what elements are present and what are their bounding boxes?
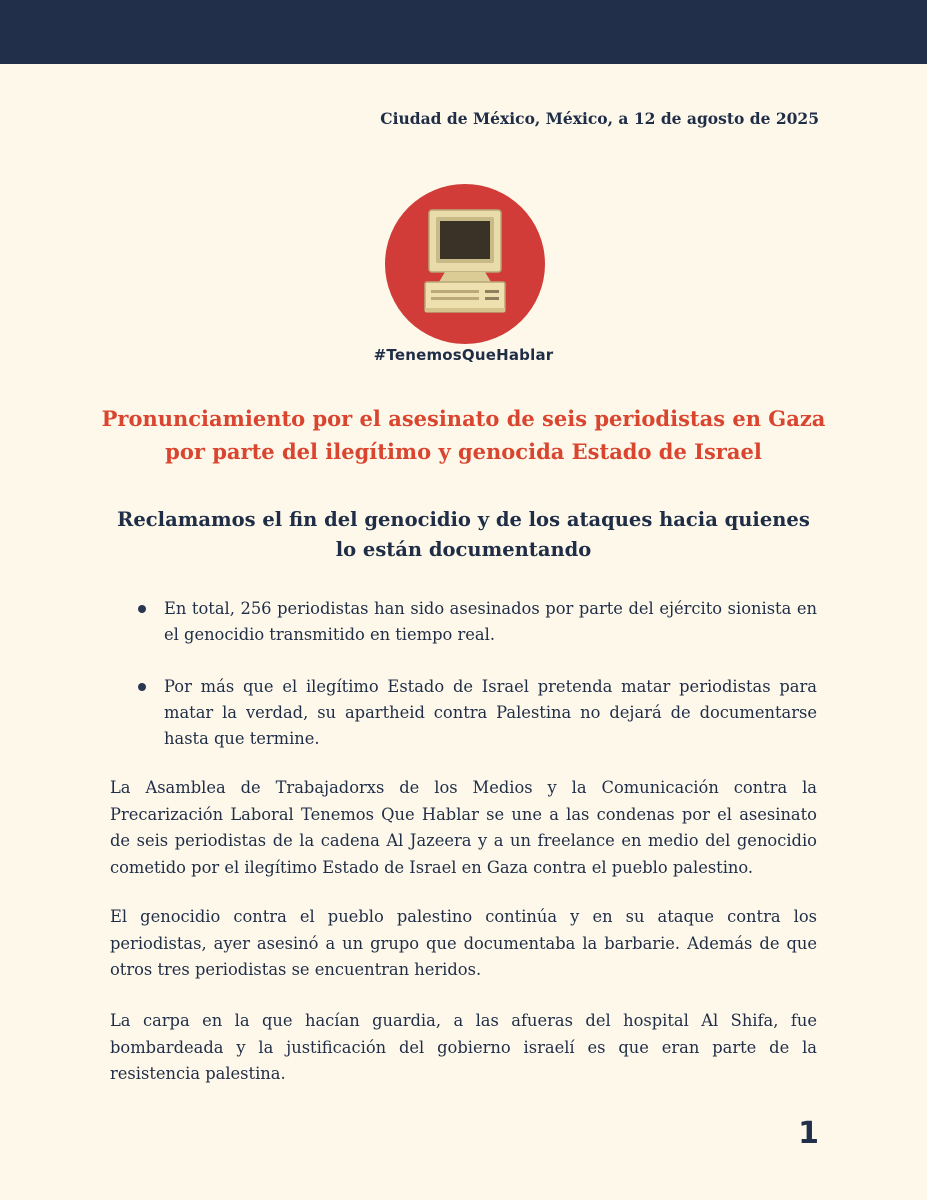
paragraph: El genocidio contra el pueblo palestino continúa y en su ataque contra los periodistas, ayer asesinó a un grupo que documentaba la barbarie. Además de que otros tres periodistas se encuentran heridos. bbox=[110, 907, 817, 979]
bullet-text: En total, 256 periodistas han sido asesinados por parte del ejército sionista en el genocidio transmitido en tiempo real. bbox=[164, 599, 817, 644]
paragraph: La Asamblea de Trabajadorxs de los Medios y la Comunicación contra la Precarización Laboral Tenemos Que Hablar se une a las condenas por el asesinato de seis periodistas de la cadena Al Jazeera y a un freelance en medio del genocidio cometido por el ilegítimo Estado de Israel en Gaza contra el pueblo palestino. bbox=[110, 778, 817, 877]
bullet-dot-icon bbox=[138, 683, 146, 691]
page-number: 1 bbox=[798, 1116, 819, 1151]
bullet-list bbox=[110, 596, 817, 778]
bullet-text: Por más que el ilegítimo Estado de Israel pretenda matar periodistas para matar la verdad, su apartheid contra Palestina no dejará de documentarse hasta que termine. bbox=[164, 677, 817, 748]
bullet-dot-icon bbox=[138, 605, 146, 613]
list-item bbox=[110, 674, 817, 752]
hashtag-label: #TenemosQueHablar bbox=[373, 346, 554, 364]
document-title: Pronunciamiento por el asesinato de seis periodistas en Gaza por parte del ilegítimo y genocida Estado de Israel bbox=[101, 406, 826, 464]
list-item bbox=[110, 596, 817, 648]
date-line: Ciudad de México, México, a 12 de agosto de 2025 bbox=[380, 109, 819, 128]
header-bar bbox=[0, 0, 927, 64]
retro-computer-icon bbox=[385, 184, 545, 344]
document-subtitle: Reclamamos el fin del genocidio y de los ataques hacia quienes lo están documentando bbox=[117, 508, 810, 561]
paragraph: La carpa en la que hacían guardia, a las afueras del hospital Al Shifa, fue bombardeada y la justificación del gobierno israelí es que eran parte de la resistencia palestina. bbox=[110, 1011, 817, 1083]
